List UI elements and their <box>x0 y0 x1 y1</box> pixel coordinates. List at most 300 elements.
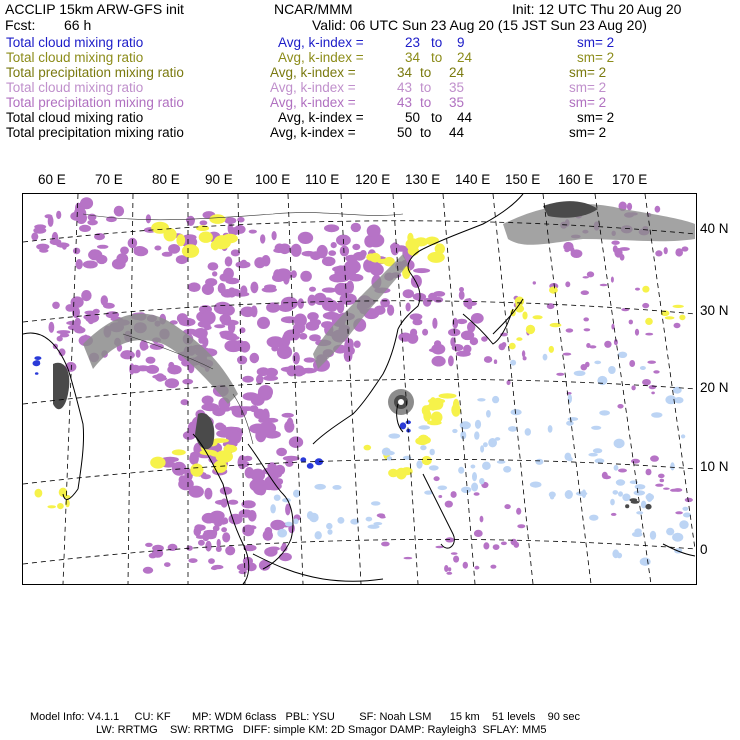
lon-label: 170 E <box>612 172 648 187</box>
field-sm: sm= 2 <box>577 110 615 125</box>
cloud-patch <box>374 306 386 315</box>
cloud-patch <box>136 350 141 358</box>
cloud-patch <box>282 543 287 552</box>
field-name: Total cloud mixing ratio <box>6 50 144 65</box>
cloud-patch <box>494 359 497 364</box>
cloud-patch <box>670 489 678 492</box>
field-k-to: 44 <box>449 125 465 140</box>
field-k-to-word: to <box>420 95 432 110</box>
precip-patch <box>211 240 220 250</box>
cloud-patch <box>647 361 656 364</box>
intense-cloud <box>631 501 640 504</box>
cloud-patch-light <box>674 397 683 403</box>
cloud-patch <box>317 245 328 258</box>
cloud-patch <box>353 252 366 261</box>
cloud-patch-light <box>477 398 485 401</box>
cloud-patch-light <box>482 462 491 470</box>
intense-cloud <box>35 372 39 375</box>
cloud-patch <box>76 259 83 269</box>
precip-patch <box>172 449 186 455</box>
intense-cloud <box>645 504 651 510</box>
cloud-patch <box>483 542 489 549</box>
cloud-patch <box>299 333 307 340</box>
lon-label: 140 E <box>455 172 491 187</box>
precip-patch <box>533 315 543 319</box>
cloud-patch <box>33 227 46 234</box>
cloud-patch-light <box>315 531 322 539</box>
precip-patch <box>665 316 675 319</box>
cloud-patch <box>238 455 247 469</box>
field-k-to: 35 <box>449 80 465 95</box>
cloud-patch <box>618 469 627 473</box>
cloud-patch <box>192 452 198 465</box>
cloud-patch <box>93 309 100 314</box>
precip-patch <box>422 456 432 465</box>
cloud-patch <box>229 406 243 412</box>
lat-label: 10 N <box>700 459 729 474</box>
field-sm: sm= 2 <box>577 50 615 65</box>
precip-patch <box>642 286 649 293</box>
lon-label: 90 E <box>205 172 233 187</box>
cloud-patch <box>413 268 430 273</box>
cloud-patch <box>97 245 109 249</box>
cloud-patch <box>217 424 226 430</box>
field-name: Total cloud mixing ratio <box>6 35 144 50</box>
cloud-patch <box>387 305 394 316</box>
cloud-patch-light <box>683 513 691 518</box>
cloud-patch <box>235 340 246 351</box>
cloud-patch <box>328 250 336 256</box>
cloud-patch <box>31 233 38 241</box>
cloud-patch <box>225 546 235 556</box>
cloud-patch <box>452 344 464 351</box>
precip-patch <box>429 397 437 411</box>
cloud-patch <box>73 248 80 255</box>
cloud-patch <box>589 345 596 348</box>
cloud-patch-light <box>588 453 597 457</box>
cloud-patch-light <box>508 426 517 432</box>
field-k-to-word: to <box>431 110 443 125</box>
cloud-patch-light <box>483 442 488 447</box>
cloud-patch <box>194 527 202 536</box>
cloud-patch-light <box>567 457 573 461</box>
cloud-patch <box>451 491 457 498</box>
field-k-to: 24 <box>449 65 465 80</box>
field-name: Total precipitation mixing ratio <box>6 95 184 110</box>
coastline <box>23 333 84 489</box>
cloud-patch <box>631 385 635 390</box>
cloud-patch-light <box>458 467 464 474</box>
cloud-patch <box>650 455 659 461</box>
cloud-patch-light <box>646 494 654 501</box>
cloud-patch <box>377 513 385 517</box>
cloud-patch <box>293 323 305 334</box>
cloud-patch-light <box>430 449 435 456</box>
cloud-patch-light <box>277 529 287 538</box>
cloud-patch-light <box>535 459 543 465</box>
cloud-patch-light <box>543 354 548 361</box>
cloud-patch <box>682 246 689 251</box>
cloud-patch <box>459 291 465 300</box>
cloud-patch <box>354 341 361 348</box>
map-canvas <box>23 194 696 584</box>
cloud-patch-light <box>595 458 605 463</box>
typhoon-eye <box>398 399 404 405</box>
field-k-from: 43 <box>397 95 413 110</box>
cloud-patch <box>655 484 663 487</box>
precip-patch <box>431 412 443 424</box>
cloud-patch-light <box>574 371 586 376</box>
cloud-patch-light <box>599 410 610 415</box>
cloud-patch-light <box>332 485 341 490</box>
precip-patch <box>364 445 372 451</box>
precip-patch <box>395 470 410 475</box>
cloud-patch-light <box>510 360 516 366</box>
cloud-patch <box>220 274 230 282</box>
cloud-patch <box>248 525 257 529</box>
cloud-patch <box>504 504 510 509</box>
cloud-patch-light <box>666 528 674 536</box>
cloud-patch <box>523 356 527 360</box>
cloud-patch <box>228 500 239 505</box>
cloud-patch <box>423 298 431 307</box>
cloud-patch <box>279 553 292 561</box>
cloud-patch <box>146 357 156 364</box>
cloud-patch <box>263 467 281 475</box>
precip-patch <box>549 346 554 353</box>
cloud-patch-light <box>479 478 484 484</box>
cloud-patch-light <box>475 420 481 429</box>
cloud-patch <box>120 351 135 360</box>
precip-patch <box>509 343 516 350</box>
cloud-patch-light <box>548 425 553 433</box>
cloud-patch <box>256 375 263 385</box>
model-title: ACCLIP 15km ARW-GFS init <box>5 1 184 17</box>
cloud-patch <box>433 291 445 297</box>
cloud-patch-light <box>452 429 457 433</box>
cloud-patch <box>367 225 381 238</box>
cloud-patch <box>422 329 428 336</box>
precip-patch <box>223 445 237 453</box>
cloud-patch <box>502 342 507 347</box>
cloud-patch-light <box>651 412 662 418</box>
field-name: Total cloud mixing ratio <box>6 80 144 95</box>
cloud-patch <box>474 492 480 496</box>
cloud-patch-light <box>337 517 344 524</box>
cloud-patch <box>434 340 441 347</box>
cloud-patch <box>79 225 91 232</box>
field-avg-label: Avg, k-index = <box>270 80 356 95</box>
cloud-patch <box>212 271 217 276</box>
field-sm: sm= 2 <box>569 65 607 80</box>
cloud-patch <box>407 333 418 344</box>
cloud-patch <box>629 320 633 325</box>
cloud-patch <box>198 336 204 344</box>
cloud-patch <box>565 281 570 287</box>
cloud-patch <box>493 544 500 550</box>
field-sm: sm= 2 <box>569 80 607 95</box>
cloud-patch <box>300 271 312 282</box>
cloud-patch <box>152 375 166 379</box>
cloud-patch <box>627 203 632 211</box>
cloud-patch <box>220 331 229 338</box>
cloud-patch <box>351 223 361 232</box>
cloud-patch <box>264 547 277 557</box>
intense-cloud <box>625 504 629 508</box>
cloud-patch <box>516 508 521 515</box>
coastline <box>423 474 454 548</box>
cloud-patch <box>205 541 211 552</box>
cloud-patch <box>642 379 651 385</box>
cloud-patch <box>248 510 257 522</box>
map-panel <box>22 193 697 585</box>
lon-label: 80 E <box>152 172 180 187</box>
precip-patch <box>549 287 558 294</box>
cloud-patch <box>165 378 179 388</box>
cloud-patch <box>674 323 681 328</box>
cloud-patch <box>533 281 536 284</box>
cloud-patch <box>96 255 107 264</box>
cloud-patch-light <box>613 490 619 495</box>
cloud-patch <box>517 524 525 528</box>
cloud-patch <box>501 542 507 546</box>
cloud-patch <box>611 277 614 283</box>
cloud-patch-light <box>640 558 651 566</box>
cloud-patch <box>275 268 292 281</box>
cloud-patch <box>211 566 218 570</box>
cloud-patch <box>322 297 334 310</box>
meridian-line <box>128 194 133 584</box>
precip-patch <box>453 399 459 411</box>
cloud-patch-light <box>565 490 573 499</box>
cloud-patch <box>179 475 188 484</box>
cloud-patch <box>583 317 589 321</box>
cloud-patch-light <box>371 501 381 505</box>
cloud-patch <box>642 303 649 308</box>
cloud-patch <box>445 501 453 508</box>
cloud-patch-light <box>635 484 646 489</box>
cloud-patch <box>556 373 564 376</box>
cloud-patch <box>507 380 511 385</box>
field-k-from: 34 <box>405 50 421 65</box>
field-name: Total precipitation mixing ratio <box>6 125 184 140</box>
cloud-patch-light <box>593 448 602 453</box>
cloud-patch-light <box>388 433 400 438</box>
cloud-patch <box>220 305 235 316</box>
precip-patch <box>57 503 64 509</box>
cloud-patch <box>563 242 573 251</box>
cloud-patch <box>635 288 640 291</box>
field-k-from: 50 <box>397 125 413 140</box>
cloud-patch <box>298 232 313 244</box>
cloud-patch <box>434 476 440 481</box>
precip-patch <box>190 464 203 477</box>
cloud-patch <box>287 418 294 429</box>
cloud-patch-light <box>634 490 646 495</box>
field-avg-label: Avg, k-index = <box>278 50 364 65</box>
cloud-patch <box>352 244 360 250</box>
cloud-patch <box>250 353 260 363</box>
cloud-patch <box>49 322 55 333</box>
intense-cloud <box>406 420 411 424</box>
cloud-patch-light <box>503 466 511 473</box>
cloud-patch <box>229 514 243 525</box>
cloud-patch-light <box>497 460 506 464</box>
cloud-patch <box>81 290 91 301</box>
lon-label: 110 E <box>305 172 340 187</box>
cloud-patch-light <box>681 434 685 438</box>
cloud-patch-light <box>495 437 500 441</box>
cloud-patch-light <box>461 487 471 493</box>
cloud-patch-light <box>582 489 586 498</box>
lon-label: 130 E <box>405 172 441 187</box>
cloud-patch <box>474 530 483 537</box>
field-k-from: 34 <box>397 65 413 80</box>
cloud-patch-light <box>614 439 625 449</box>
cloud-patch-light <box>614 465 619 471</box>
cloud-patch-light <box>682 507 688 511</box>
cloud-patch-light <box>608 366 616 374</box>
cloud-patch <box>258 422 276 435</box>
cloud-patch-light <box>293 518 298 524</box>
cloud-patch <box>660 479 665 482</box>
fcst-label: Fcst: <box>5 17 36 33</box>
cloud-patch <box>143 567 153 574</box>
cloud-patch <box>250 282 258 294</box>
cloud-patch-light <box>383 451 394 456</box>
lon-label: 100 E <box>255 172 291 187</box>
cloud-patch-light <box>368 525 380 529</box>
cloud-patch <box>201 403 219 411</box>
cloud-patch-light <box>597 376 607 385</box>
cloud-patch <box>145 543 153 547</box>
cloud-patch <box>262 409 270 423</box>
cloud-patch-light <box>472 472 477 481</box>
cloud-patch-light <box>610 499 615 506</box>
cloud-patch-light <box>636 511 643 514</box>
cloud-patch <box>635 329 639 336</box>
cloud-patch <box>218 519 228 525</box>
cloud-patch-light <box>492 396 499 403</box>
cloud-patch-light <box>589 515 598 521</box>
precip-patch <box>526 325 535 334</box>
cloud-patch-light <box>650 531 656 540</box>
cloud-patch-light <box>594 361 601 365</box>
cloud-patch <box>446 572 452 575</box>
cloud-patch-light <box>309 513 319 522</box>
cloud-patch <box>262 287 277 292</box>
cloud-patch <box>62 243 67 250</box>
meridian-line <box>238 194 245 584</box>
lat-label: 30 N <box>700 303 729 318</box>
lat-label: 40 N <box>700 221 729 236</box>
precip-patch <box>427 252 444 263</box>
field-name: Total precipitation mixing ratio <box>6 65 184 80</box>
cloud-patch-light <box>530 482 542 488</box>
field-k-to-word: to <box>431 50 443 65</box>
cloud-patch <box>298 298 304 309</box>
cloud-patch <box>646 469 652 476</box>
lon-label: 70 E <box>95 172 123 187</box>
intense-cloud <box>317 460 321 463</box>
cloud-patch-light <box>326 523 332 529</box>
cloud-patch-light <box>612 549 619 558</box>
cloud-patch <box>438 495 442 498</box>
cloud-patch-light <box>618 352 627 358</box>
cloud-patch <box>406 303 411 312</box>
cloud-patch <box>56 211 61 219</box>
cloud-patch-light <box>670 462 674 470</box>
cloud-patch <box>254 257 265 268</box>
cloud-patch <box>581 290 589 295</box>
cloud-patch <box>223 407 230 412</box>
cloud-patch-light <box>525 428 531 436</box>
cloud-patch-light <box>285 522 293 527</box>
cloud-patch <box>484 356 492 363</box>
field-sm: sm= 2 <box>569 125 607 140</box>
precip-patch <box>522 312 527 320</box>
cloud-patch <box>583 276 589 278</box>
init-time: Init: 12 UTC Thu 20 Aug 20 <box>512 1 682 17</box>
cloud-patch <box>370 263 384 275</box>
cloud-patch <box>168 244 180 254</box>
precip-patch <box>516 337 522 341</box>
field-k-to-word: to <box>431 35 443 50</box>
precip-patch <box>550 323 562 327</box>
cloud-patch <box>74 327 85 334</box>
cloud-patch <box>381 542 390 547</box>
cloud-patch <box>263 530 273 541</box>
meridian-line <box>543 194 591 584</box>
parallel-line <box>23 539 696 564</box>
field-k-to-word: to <box>420 125 432 140</box>
precip-patch <box>35 489 43 498</box>
cloud-patch <box>221 527 227 532</box>
cloud-patch-light <box>327 529 332 535</box>
cloud-patch <box>181 399 189 405</box>
lon-label: 150 E <box>505 172 541 187</box>
cloud-patch <box>664 247 668 254</box>
cloud-patch <box>208 262 219 270</box>
cloud-patch <box>563 353 571 356</box>
cloud-patch <box>463 298 472 307</box>
cloud-patch <box>265 368 278 377</box>
cloud-patch <box>285 460 293 467</box>
footer-model-info: Model Info: V4.1.1 CU: KF MP: WDM 6class PBL: YSU SF: Noah LSM 15 km 51 levels 90 sec <box>30 711 580 723</box>
cloud-patch <box>69 366 75 370</box>
cloud-patch <box>57 336 63 342</box>
cloud-patch <box>432 318 437 329</box>
precip-patch <box>439 393 457 398</box>
cloud-patch <box>134 247 149 257</box>
cloud-patch <box>204 488 212 500</box>
cloud-patch-light <box>471 483 478 492</box>
cloud-patch <box>331 242 337 248</box>
cloud-patch <box>90 249 99 255</box>
cloud-patch <box>216 546 222 552</box>
intense-cloud <box>33 360 41 366</box>
cloud-patch <box>262 484 278 490</box>
cloud-patch <box>273 248 285 253</box>
cloud-patch <box>600 284 608 287</box>
precip-patch <box>679 315 685 321</box>
precip-patch <box>200 450 217 456</box>
cloud-patch-light <box>632 532 643 537</box>
cloud-patch <box>585 362 590 368</box>
cloud-patch <box>202 513 216 524</box>
cloud-patch <box>283 456 300 461</box>
lon-label: 60 E <box>38 172 66 187</box>
